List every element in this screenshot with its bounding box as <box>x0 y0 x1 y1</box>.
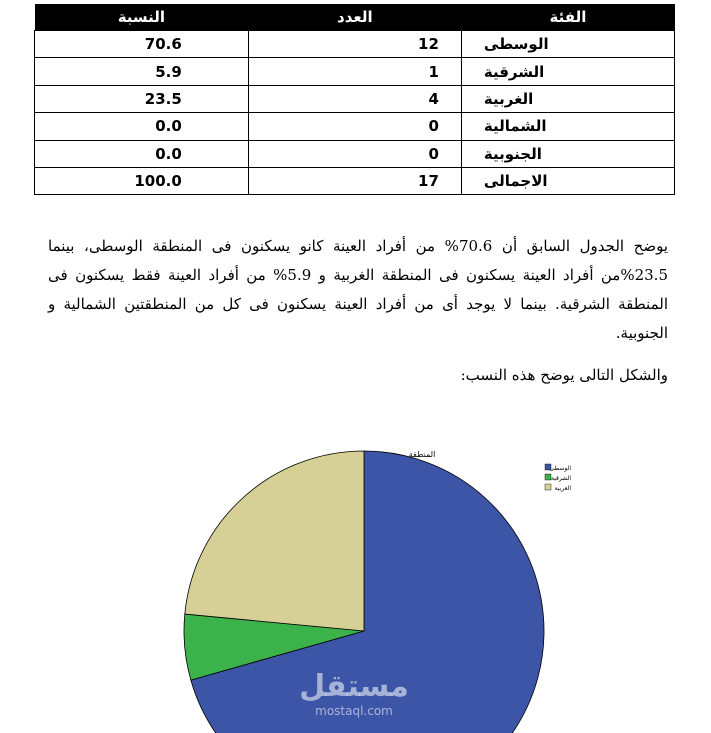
cell-category: الوسطى <box>461 31 674 58</box>
cell-count: 1 <box>248 58 461 85</box>
watermark <box>289 670 419 718</box>
table-row <box>35 85 675 112</box>
header-percent: النسبة <box>35 4 249 31</box>
cell-category: الشمالية <box>461 113 674 140</box>
data-table <box>34 4 675 195</box>
chart-title: المنطقة <box>408 450 436 459</box>
table-row <box>35 140 675 167</box>
cell-count: 0 <box>248 113 461 140</box>
cell-percent: 70.6 <box>35 31 249 58</box>
cell-count: 4 <box>248 85 461 112</box>
legend-label: الوسطى <box>549 465 571 472</box>
cell-percent: 100.0 <box>35 167 249 194</box>
chart-intro-text: والشكل التالى يوضح هذه النسب: <box>460 366 668 384</box>
cell-count: 17 <box>248 167 461 194</box>
header-category: الفئة <box>461 4 674 31</box>
table-row <box>35 58 675 85</box>
cell-category: الشرقية <box>461 58 674 85</box>
watermark-domain: mostaql.com <box>315 704 393 718</box>
legend-swatch <box>545 484 551 490</box>
legend-label: الغربية <box>554 485 571 492</box>
cell-percent: 5.9 <box>35 58 249 85</box>
cell-category: الاجمالى <box>461 167 674 194</box>
cell-category: الجنوبية <box>461 140 674 167</box>
legend-label: الشرقية <box>550 475 571 482</box>
table-row <box>35 31 675 58</box>
table-header-row <box>35 4 675 31</box>
cell-count: 12 <box>248 31 461 58</box>
cell-percent: 0.0 <box>35 113 249 140</box>
chart-legend <box>545 464 571 492</box>
cell-percent: 23.5 <box>35 85 249 112</box>
table-total-row <box>35 167 675 194</box>
watermark-brand: مستقل <box>299 669 409 704</box>
cell-percent: 0.0 <box>35 140 249 167</box>
header-count: العدد <box>248 4 461 31</box>
table-row <box>35 113 675 140</box>
cell-count: 0 <box>248 140 461 167</box>
cell-category: الغربية <box>461 85 674 112</box>
description-paragraph: يوضح الجدول السابق أن 70.6% من أفراد العينة كانو يسكنون فى المنطقة الوسطى، بينما 23.5%من أفراد العينة يسكنون فى المنطقة الغربية و 5.9% من أفراد العينة فقط يسكنون فى المنطقة الشرقية. بينما لا يوجد أى من أفراد العينة يسكنون فى كل من المنطقتين الشمالية و الجنوبية. <box>48 237 668 342</box>
